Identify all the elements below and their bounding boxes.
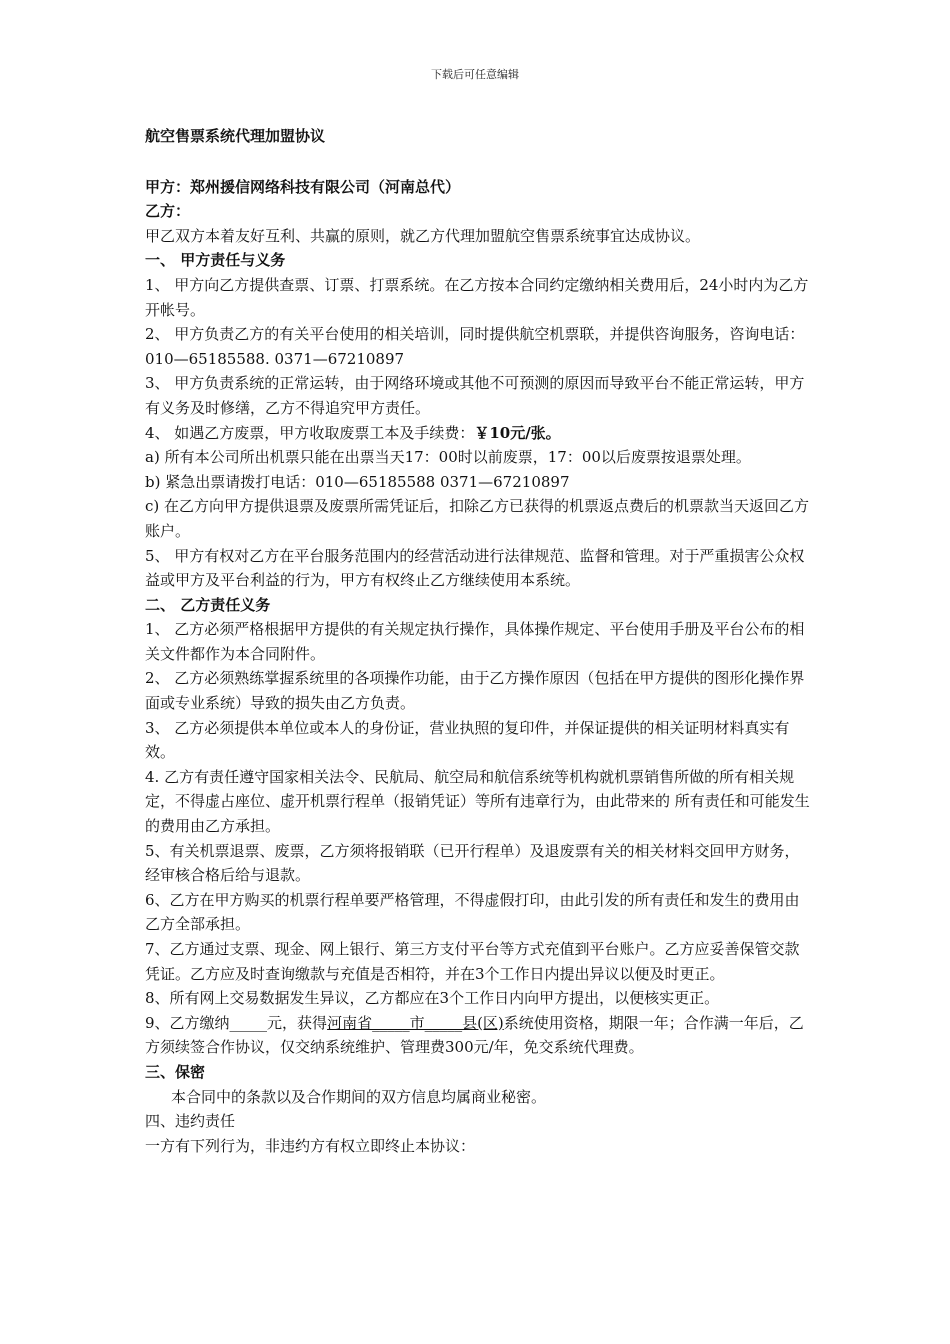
sec1-item-c: c) 在乙方向甲方提供退票及废票所需凭证后，扣除乙方已获得的机票返点费后的机票款当天返回乙方账户。 xyxy=(145,497,810,540)
sec1-item-4-text: 4、 如遇乙方废票，甲方收取废票工本及手续费： xyxy=(145,423,475,442)
sec1-item-3: 3、 甲方负责系统的正常运转，由于网络环境或其他不可预测的原因而导致平台不能正常运转，甲方有义务及时修缮，乙方不得追究甲方责任。 xyxy=(145,374,805,417)
item9-part-a: 9、乙方缴纳 xyxy=(145,1013,230,1032)
breach-text: 一方有下列行为，非违约方有权立即终止本协议： xyxy=(145,1136,476,1155)
document-body xyxy=(145,124,810,1158)
party-b: 乙方： xyxy=(145,202,191,221)
section-1-heading: 一、 甲方责任与义务 xyxy=(145,251,286,270)
item9-part-b: 元，获得 xyxy=(267,1013,328,1032)
sec1-item-b: b) 紧急出票请拨打电话：010—65185588 0371—67210897 xyxy=(145,472,570,491)
party-a: 甲方：郑州援信网络科技有限公司（河南总代） xyxy=(145,177,461,196)
payment-blank: _____ xyxy=(229,1013,268,1032)
sec2-item-6: 6、乙方在甲方购买的机票行程单要严格管理，不得虚假打印，由此引发的所有责任和发生的费用由乙方全部承担。 xyxy=(145,890,800,934)
sec2-item-1: 1、 乙方必须严格根据甲方提供的有关规定执行操作，具体操作规定、平台使用手册及平台公布的相关文件都作为本合同附件。 xyxy=(145,620,805,663)
sec2-item-4: 4. 乙方有责任遵守国家相关法令、民航局、航空局和航信系统等机构就机票销售所做的所有相关规定，不得虚占座位、虚开机票行程单（报销凭证）等所有违章行为，由此带来的 所有责任和可能发生的费用由乙方承担。 xyxy=(145,767,810,836)
sec1-item-5: 5、 甲方有权对乙方在平台服务范围内的经营活动进行法律规范、监督和管理。对于严重损害公众权益或甲方及平台利益的行为，甲方有权终止乙方继续使用本系统。 xyxy=(145,546,805,590)
region-blank: 河南省_____市_____县(区) xyxy=(327,1013,504,1032)
sec1-item-a: a) 所有本公司所出机票只能在出票当天17：00时以前废票，17：00以后废票按退票处理。 xyxy=(145,448,751,467)
document-title: 航空售票系统代理加盟协议 xyxy=(145,127,326,145)
sec2-item-2: 2、 乙方必须熟练掌握系统里的各项操作功能，由于乙方操作原因（包括在甲方提供的图形化操作界面或专业系统）导致的损失由乙方负责。 xyxy=(145,669,805,713)
section-2-heading: 二、 乙方责任义务 xyxy=(145,595,271,614)
page-header: 下载后可任意编辑 xyxy=(431,68,519,81)
item9-part-c: 系统使用资格，期限一年；合作满一年后，乙方须续签合作协议，仅交纳系统维护、管理费300元/年，免交系统代理费。 xyxy=(145,1013,804,1057)
sec2-item-3: 3、 乙方必须提供本单位或本人的身份证，营业执照的复印件，并保证提供的相关证明材料真实有效。 xyxy=(145,718,790,762)
sec2-item-9 xyxy=(145,1011,810,1060)
intro-paragraph: 甲乙双方本着友好互利、共赢的原则，就乙方代理加盟航空售票系统事宜达成协议。 xyxy=(145,226,701,245)
sec2-item-7: 7、乙方通过支票、现金、网上银行、第三方支付平台等方式充值到平台账户。乙方应妥善保管交款凭证。乙方应及时查询缴款与充值是否相符，并在3个工作日内提出异议以便及时更正。 xyxy=(145,940,800,983)
sec1-item-2: 2、 甲方负责乙方的有关平台使用的相关培训，同时提供航空机票联，并提供咨询服务，咨询电话：010—65185588. 0371—67210897 xyxy=(145,325,805,368)
sec1-item-4 xyxy=(145,421,810,446)
section-4-heading: 四、违约责任 xyxy=(145,1112,236,1131)
waste-ticket-fee: ￥10元/张。 xyxy=(474,423,561,442)
sec2-item-8: 8、所有网上交易数据发生异议，乙方都应在3个工作日内向甲方提出，以便核实更正。 xyxy=(145,989,720,1008)
confidentiality-text: 本合同中的条款以及合作期间的双方信息均属商业秘密。 xyxy=(171,1087,547,1106)
sec1-item-1: 1、 甲方向乙方提供查票、订票、打票系统。在乙方按本合同约定缴纳相关费用后，24小时内为乙方开帐号。 xyxy=(145,275,809,319)
section-3-heading: 三、保密 xyxy=(145,1062,206,1081)
sec2-item-5: 5、有关机票退票、废票，乙方须将报销联（已开行程单）及退废票有关的相关材料交回甲方财务，经审核合格后给与退款。 xyxy=(145,841,800,885)
